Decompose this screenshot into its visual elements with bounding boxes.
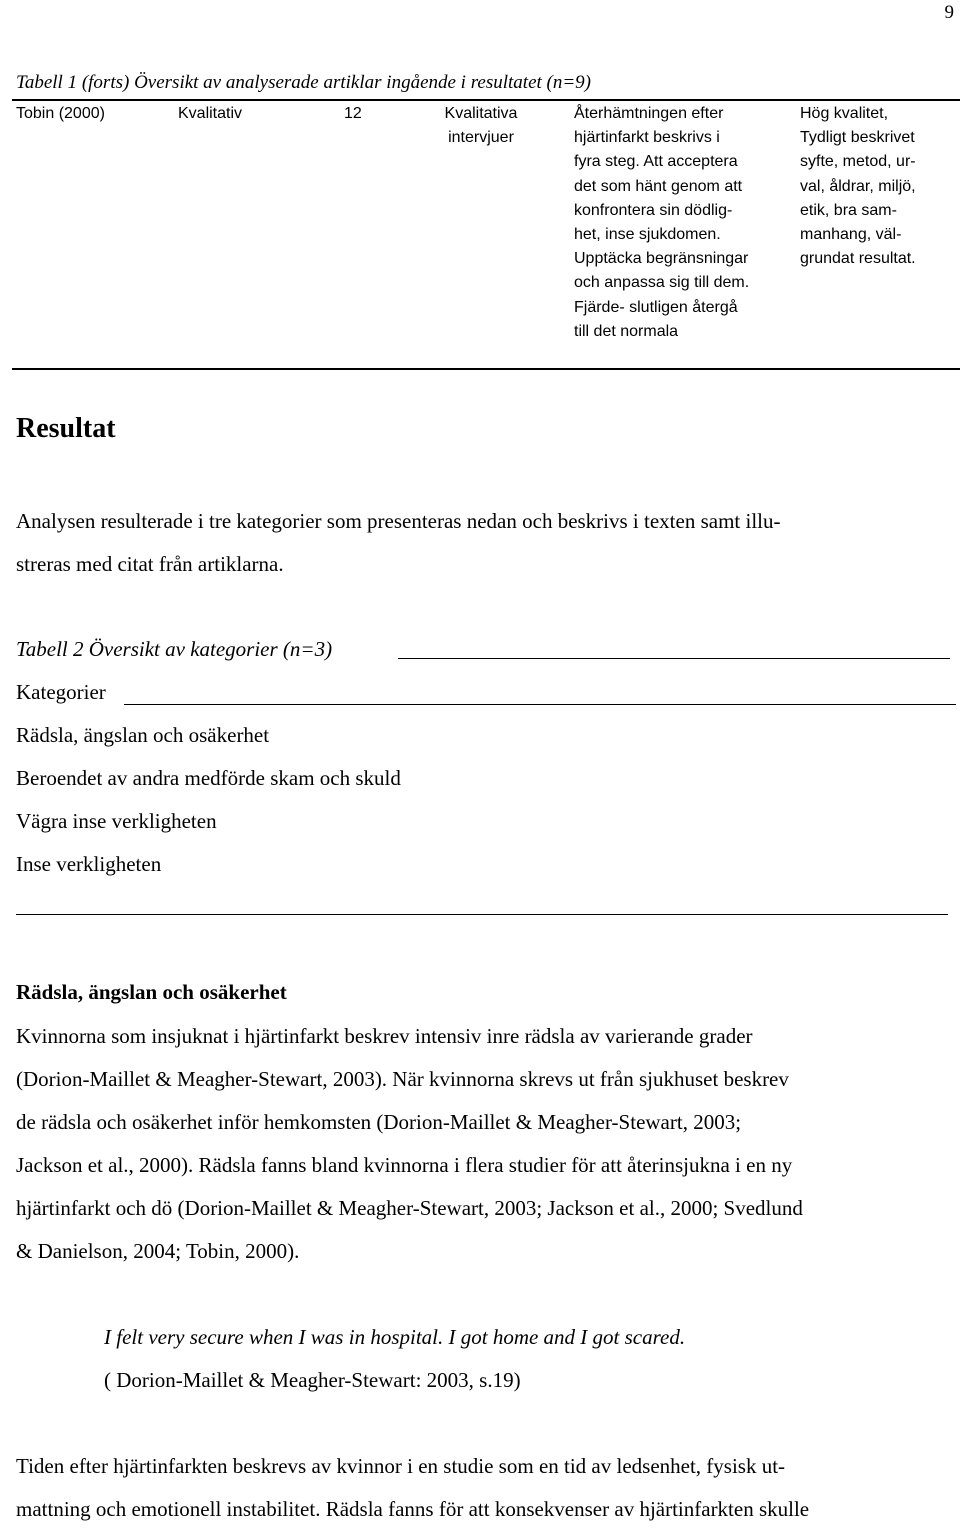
table1-result-line: till det normala (574, 322, 679, 340)
tail-line: Tiden efter hjärtinfarkten beskrevs av kvinnor i en studie som en tid av ledsenhet, fysisk ut- (16, 1454, 786, 1478)
table2-row: Vägra inse verkligheten (16, 809, 217, 833)
table1-result-line: och anpassa sig till dem. (574, 274, 750, 292)
table2-row: Beroendet av andra medförde skam och skuld (16, 766, 401, 790)
table1-result-line: konfrontera sin dödlig- (574, 201, 733, 219)
body-paragraph (16, 1015, 951, 1273)
table1-method (420, 102, 542, 150)
table1-quality (800, 102, 916, 271)
quote-text: I felt very secure when I was in hospital. I got home and I got scared. (104, 1325, 686, 1349)
table1-caption: Tabell 1 (forts) Översikt av analyserade artiklar ingående i resultatet (n=9) (16, 72, 592, 93)
table1-quality-line: Hög kvalitet, (800, 105, 889, 122)
page-number: 9 (944, 2, 954, 23)
tail-paragraph (16, 1445, 951, 1531)
table1-quality-line: Tydligt beskrivet (800, 129, 915, 147)
subsection-heading: Rädsla, ängslan och osäkerhet (16, 980, 287, 1004)
table1-result-line: Upptäcka begränsningar (574, 250, 749, 268)
table1-method-line: intervjuer (448, 129, 514, 147)
table1-result-line: het, inse sjukdomen. (574, 226, 721, 244)
table1-result-line: fyra steg. Att acceptera (574, 153, 738, 171)
table1-n: 12 (344, 105, 362, 122)
table2-header: Kategorier (16, 680, 106, 704)
table1-top-rule (12, 99, 960, 101)
table2-caption-rule (398, 658, 950, 659)
table1-design: Kvalitativ (178, 105, 243, 122)
body-line: Jackson et al., 2000). Rädsla fanns bland kvinnorna i flera studier för att återinsjukna i en ny (16, 1153, 793, 1177)
table2-caption: Tabell 2 Översikt av kategorier (n=3) (16, 637, 333, 661)
table1-result-line: hjärtinfarkt beskrivs i (574, 129, 720, 147)
table1-quality-line: syfte, metod, ur- (800, 153, 916, 171)
table1-result-line: det som hänt genom att (574, 177, 743, 195)
intro-line: streras med citat från artiklarna. (16, 552, 284, 576)
table1-bottom-rule (12, 368, 960, 370)
table2-header-rule (124, 704, 956, 705)
table1-result-line: Återhämtningen efter (574, 105, 724, 122)
table1-method-line: Kvalitativa (444, 105, 518, 122)
body-line: hjärtinfarkt och dö (Dorion-Maillet & Meagher-Stewart, 2003; Jackson et al., 2000; Svedlund (16, 1196, 803, 1220)
body-line: & Danielson, 2004; Tobin, 2000). (16, 1239, 300, 1263)
table1-quality-line: manhang, väl- (800, 226, 902, 244)
section-heading: Resultat (16, 413, 116, 444)
table2-row: Inse verkligheten (16, 852, 162, 876)
body-line: (Dorion-Maillet & Meagher-Stewart, 2003). När kvinnorna skrevs ut från sjukhuset beskrev (16, 1067, 789, 1091)
table1-result-line: Fjärde- slutligen återgå (574, 298, 738, 316)
table1-quality-line: etik, bra sam- (800, 201, 897, 219)
block-quote (104, 1316, 685, 1402)
table1-result (574, 102, 749, 344)
table1-author: Tobin (2000) (16, 105, 105, 122)
body-line: de rädsla och osäkerhet inför hemkomsten (Dorion-Maillet & Meagher-Stewart, 2003; (16, 1110, 742, 1134)
quote-source: ( Dorion-Maillet & Meagher-Stewart: 2003, s.19) (104, 1368, 521, 1392)
intro-paragraph (16, 500, 946, 586)
table2-end-rule (16, 914, 948, 915)
table1-quality-line: grundat resultat. (800, 250, 916, 268)
tail-line: mattning och emotionell instabilitet. Rädsla fanns för att konsekvenser av hjärtinfarkten skulle (16, 1497, 810, 1521)
intro-line: Analysen resulterade i tre kategorier som presenteras nedan och beskrivs i texten samt illu- (16, 509, 781, 533)
body-line: Kvinnorna som insjuknat i hjärtinfarkt beskrev intensiv inre rädsla av varierande grader (16, 1024, 753, 1048)
table1-quality-line: val, åldrar, miljö, (800, 177, 916, 195)
table2-row: Rädsla, ängslan och osäkerhet (16, 723, 270, 747)
